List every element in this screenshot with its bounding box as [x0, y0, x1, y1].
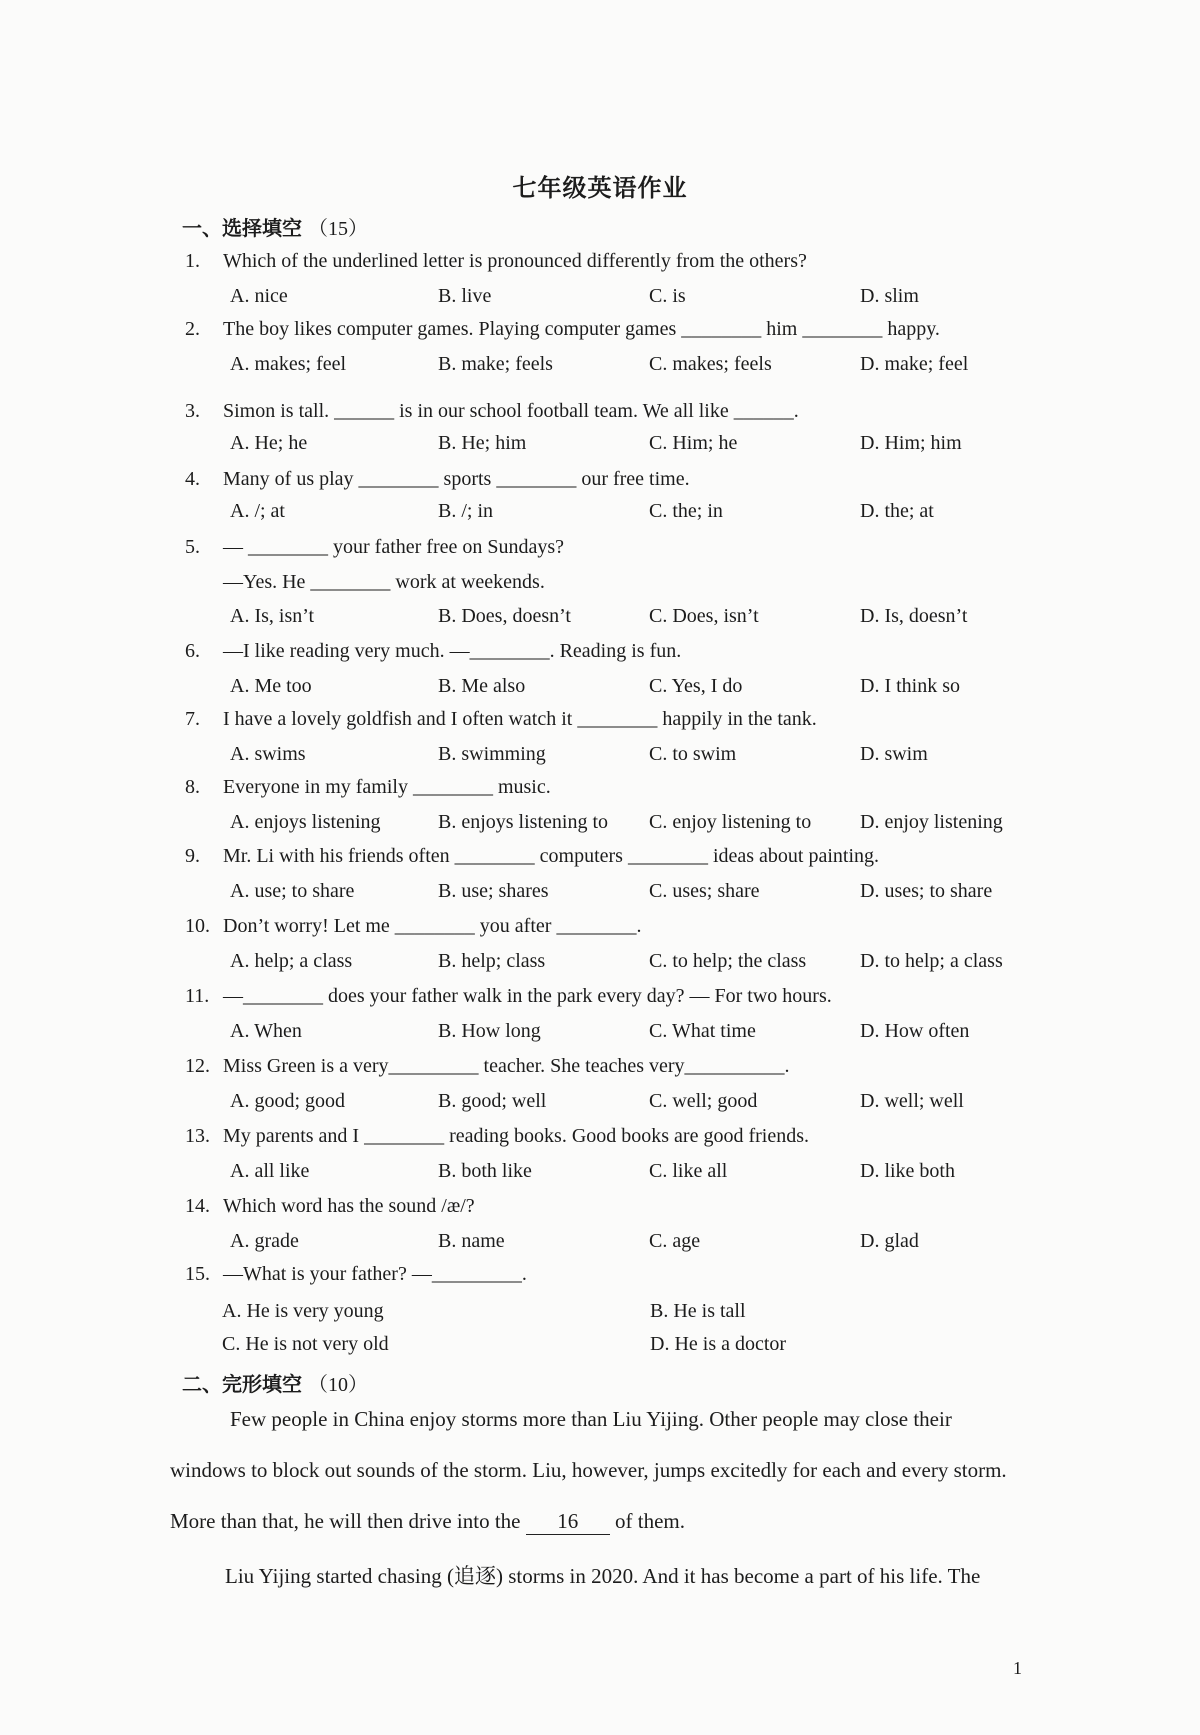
- question-number: 11.: [185, 985, 210, 1007]
- option-b[interactable]: B. He; him: [438, 432, 527, 454]
- option-a[interactable]: A. use; to share: [230, 880, 355, 902]
- question-13: [185, 1125, 1045, 1153]
- option-a[interactable]: A. good; good: [230, 1090, 345, 1112]
- option-c[interactable]: C. enjoy listening to: [649, 811, 812, 833]
- question-number: 3.: [185, 400, 200, 422]
- passage-line: Liu Yijing started chasing (追逐) storms in 2020. And it has become a part of his life. The: [225, 1564, 981, 1588]
- option-a[interactable]: A. /; at: [230, 500, 285, 522]
- cloze-blank-16[interactable]: 16: [526, 1509, 610, 1535]
- option-row: [0, 1230, 1200, 1258]
- option-row: [0, 1020, 1200, 1048]
- option-d[interactable]: D. the; at: [860, 500, 934, 522]
- question-number: 5.: [185, 536, 200, 558]
- option-d[interactable]: D. I think so: [860, 675, 960, 697]
- question-3: [185, 400, 1045, 428]
- question-stem: —What is your father? —_________.: [223, 1263, 527, 1285]
- question-5: [185, 536, 1045, 564]
- option-row: [0, 285, 1200, 313]
- question-stem: Simon is tall. ______ is in our school football team. We all like ______.: [223, 400, 799, 422]
- passage-text: More than that, he will then drive into the: [170, 1509, 526, 1533]
- option-a[interactable]: A. makes; feel: [230, 353, 347, 375]
- option-b[interactable]: B. How long: [438, 1020, 541, 1042]
- question-number: 4.: [185, 468, 200, 490]
- option-d[interactable]: D. uses; to share: [860, 880, 993, 902]
- question-stem: Miss Green is a very_________ teacher. She teaches very__________.: [223, 1055, 790, 1077]
- section-score: （10）: [308, 1374, 368, 1396]
- option-a[interactable]: A. enjoys listening: [230, 811, 381, 833]
- option-b[interactable]: B. name: [438, 1230, 505, 1252]
- option-row: [0, 1160, 1200, 1188]
- option-c[interactable]: C. is: [649, 285, 686, 307]
- option-a[interactable]: A. When: [230, 1020, 302, 1042]
- question-number: 12.: [185, 1055, 210, 1077]
- question-number: 8.: [185, 776, 200, 798]
- option-b[interactable]: B. both like: [438, 1160, 532, 1182]
- question-stem: — ________ your father free on Sundays?: [223, 536, 565, 558]
- section-score: （15）: [308, 218, 368, 240]
- question-stem: Mr. Li with his friends often ________ computers ________ ideas about painting.: [223, 845, 880, 867]
- question-7: [185, 708, 1045, 736]
- question-stem-line2: [0, 571, 1200, 599]
- option-row: [0, 500, 1200, 528]
- option-a[interactable]: A. grade: [230, 1230, 299, 1252]
- option-c[interactable]: C. to help; the class: [649, 950, 807, 972]
- option-row: [0, 880, 1200, 908]
- option-a[interactable]: A. help; a class: [230, 950, 353, 972]
- question-stem: Don’t worry! Let me ________ you after ________.: [223, 915, 642, 937]
- option-row: [0, 432, 1200, 460]
- question-number: 7.: [185, 708, 200, 730]
- option-d[interactable]: D. Is, doesn’t: [860, 605, 968, 627]
- question-14: [185, 1195, 1045, 1223]
- question-10: [185, 915, 1045, 943]
- option-c[interactable]: C. well; good: [649, 1090, 758, 1112]
- section-label: 二、完形填空: [182, 1372, 302, 1396]
- option-d[interactable]: D. How often: [860, 1020, 970, 1042]
- option-b[interactable]: B. /; in: [438, 500, 494, 522]
- section-heading-multiple-choice: [182, 212, 368, 241]
- question-number: 14.: [185, 1195, 210, 1217]
- option-c[interactable]: C. like all: [649, 1160, 728, 1182]
- option-c[interactable]: C. age: [649, 1230, 701, 1252]
- question-stem: —I like reading very much. —________. Reading is fun.: [223, 640, 682, 662]
- passage-text: of them.: [609, 1509, 685, 1533]
- option-a[interactable]: A. swims: [230, 743, 306, 765]
- option-b[interactable]: B. Does, doesn’t: [438, 605, 571, 627]
- question-stem: I have a lovely goldfish and I often watch it ________ happily in the tank.: [223, 708, 817, 730]
- option-row: [0, 743, 1200, 771]
- option-row: [0, 675, 1200, 703]
- option-d[interactable]: D. like both: [860, 1160, 955, 1182]
- section-heading-cloze: [182, 1368, 368, 1397]
- question-6: [185, 640, 1045, 668]
- option-d[interactable]: D. swim: [860, 743, 928, 765]
- option-c[interactable]: C. makes; feels: [649, 353, 772, 375]
- option-b[interactable]: B. Me also: [438, 675, 526, 697]
- option-a[interactable]: A. Me too: [230, 675, 312, 697]
- option-b[interactable]: B. He is tall: [650, 1300, 746, 1322]
- question-4: [185, 468, 1045, 496]
- question-12: [185, 1055, 1045, 1083]
- option-c[interactable]: C. Yes, I do: [649, 675, 743, 697]
- option-b[interactable]: B. swimming: [438, 743, 546, 765]
- question-number: 1.: [185, 250, 200, 272]
- option-d[interactable]: D. make; feel: [860, 353, 969, 375]
- question-stem: —________ does your father walk in the park every day? — For two hours.: [223, 985, 832, 1007]
- question-stem: The boy likes computer games. Playing computer games ________ him ________ happy.: [223, 318, 940, 340]
- option-d[interactable]: D. Him; him: [860, 432, 962, 454]
- question-2: [185, 318, 1045, 346]
- option-c[interactable]: C. the; in: [649, 500, 723, 522]
- question-15: [185, 1263, 1045, 1291]
- question-number: 13.: [185, 1125, 210, 1147]
- question-stem: Which word has the sound /æ/?: [223, 1195, 475, 1217]
- option-c[interactable]: C. uses; share: [649, 880, 760, 902]
- option-a[interactable]: A. nice: [230, 285, 288, 307]
- option-d[interactable]: D. enjoy listening: [860, 811, 1003, 833]
- page-number: 1: [1013, 1658, 1022, 1678]
- question-stem: Many of us play ________ sports ________ our free time.: [223, 468, 690, 490]
- passage-line: windows to block out sounds of the storm. Liu, however, jumps excitedly for each and every storm.: [170, 1458, 1007, 1482]
- option-d[interactable]: D. He is a doctor: [650, 1333, 787, 1355]
- passage-line: Few people in China enjoy storms more than Liu Yijing. Other people may close their: [230, 1407, 952, 1431]
- option-d[interactable]: D. to help; a class: [860, 950, 1003, 972]
- question-stem: Which of the underlined letter is pronounced differently from the others?: [223, 250, 807, 272]
- option-row: [0, 811, 1200, 839]
- option-d[interactable]: D. glad: [860, 1230, 919, 1252]
- option-a[interactable]: A. Is, isn’t: [230, 605, 315, 627]
- option-c[interactable]: C. to swim: [649, 743, 737, 765]
- option-row: [0, 605, 1200, 633]
- option-d[interactable]: D. well; well: [860, 1090, 964, 1112]
- page-title: 七年级英语作业: [512, 174, 688, 202]
- question-number: 10.: [185, 915, 210, 937]
- question-number: 2.: [185, 318, 200, 340]
- option-b[interactable]: B. good; well: [438, 1090, 547, 1112]
- option-b[interactable]: B. help; class: [438, 950, 546, 972]
- option-row: [0, 950, 1200, 978]
- question-stem: Everyone in my family ________ music.: [223, 776, 551, 798]
- option-a[interactable]: A. all like: [230, 1160, 310, 1182]
- section-label: 一、选择填空: [182, 216, 302, 240]
- option-a[interactable]: A. He is very young: [222, 1300, 384, 1322]
- option-b[interactable]: B. use; shares: [438, 880, 549, 902]
- question-1: [185, 250, 1045, 278]
- question-8: [185, 776, 1045, 804]
- option-c[interactable]: C. Does, isn’t: [649, 605, 759, 627]
- option-c[interactable]: C. Him; he: [649, 432, 738, 454]
- question-9: [185, 845, 1045, 873]
- question-stem: My parents and I ________ reading books. Good books are good friends.: [223, 1125, 810, 1147]
- option-row: [0, 1300, 1200, 1328]
- option-row: [0, 1333, 1200, 1361]
- option-b[interactable]: B. live: [438, 285, 492, 307]
- option-row: [0, 353, 1200, 381]
- option-c[interactable]: C. He is not very old: [222, 1333, 389, 1355]
- question-stem: —Yes. He ________ work at weekends.: [223, 571, 545, 593]
- question-number: 9.: [185, 845, 200, 867]
- option-b[interactable]: B. enjoys listening to: [438, 811, 608, 833]
- option-c[interactable]: C. What time: [649, 1020, 756, 1042]
- question-11: [185, 985, 1045, 1013]
- passage-line: [170, 1509, 1025, 1535]
- option-a[interactable]: A. He; he: [230, 432, 308, 454]
- option-row: [0, 1090, 1200, 1118]
- question-number: 6.: [185, 640, 200, 662]
- option-d[interactable]: D. slim: [860, 285, 919, 307]
- question-number: 15.: [185, 1263, 210, 1285]
- option-b[interactable]: B. make; feels: [438, 353, 553, 375]
